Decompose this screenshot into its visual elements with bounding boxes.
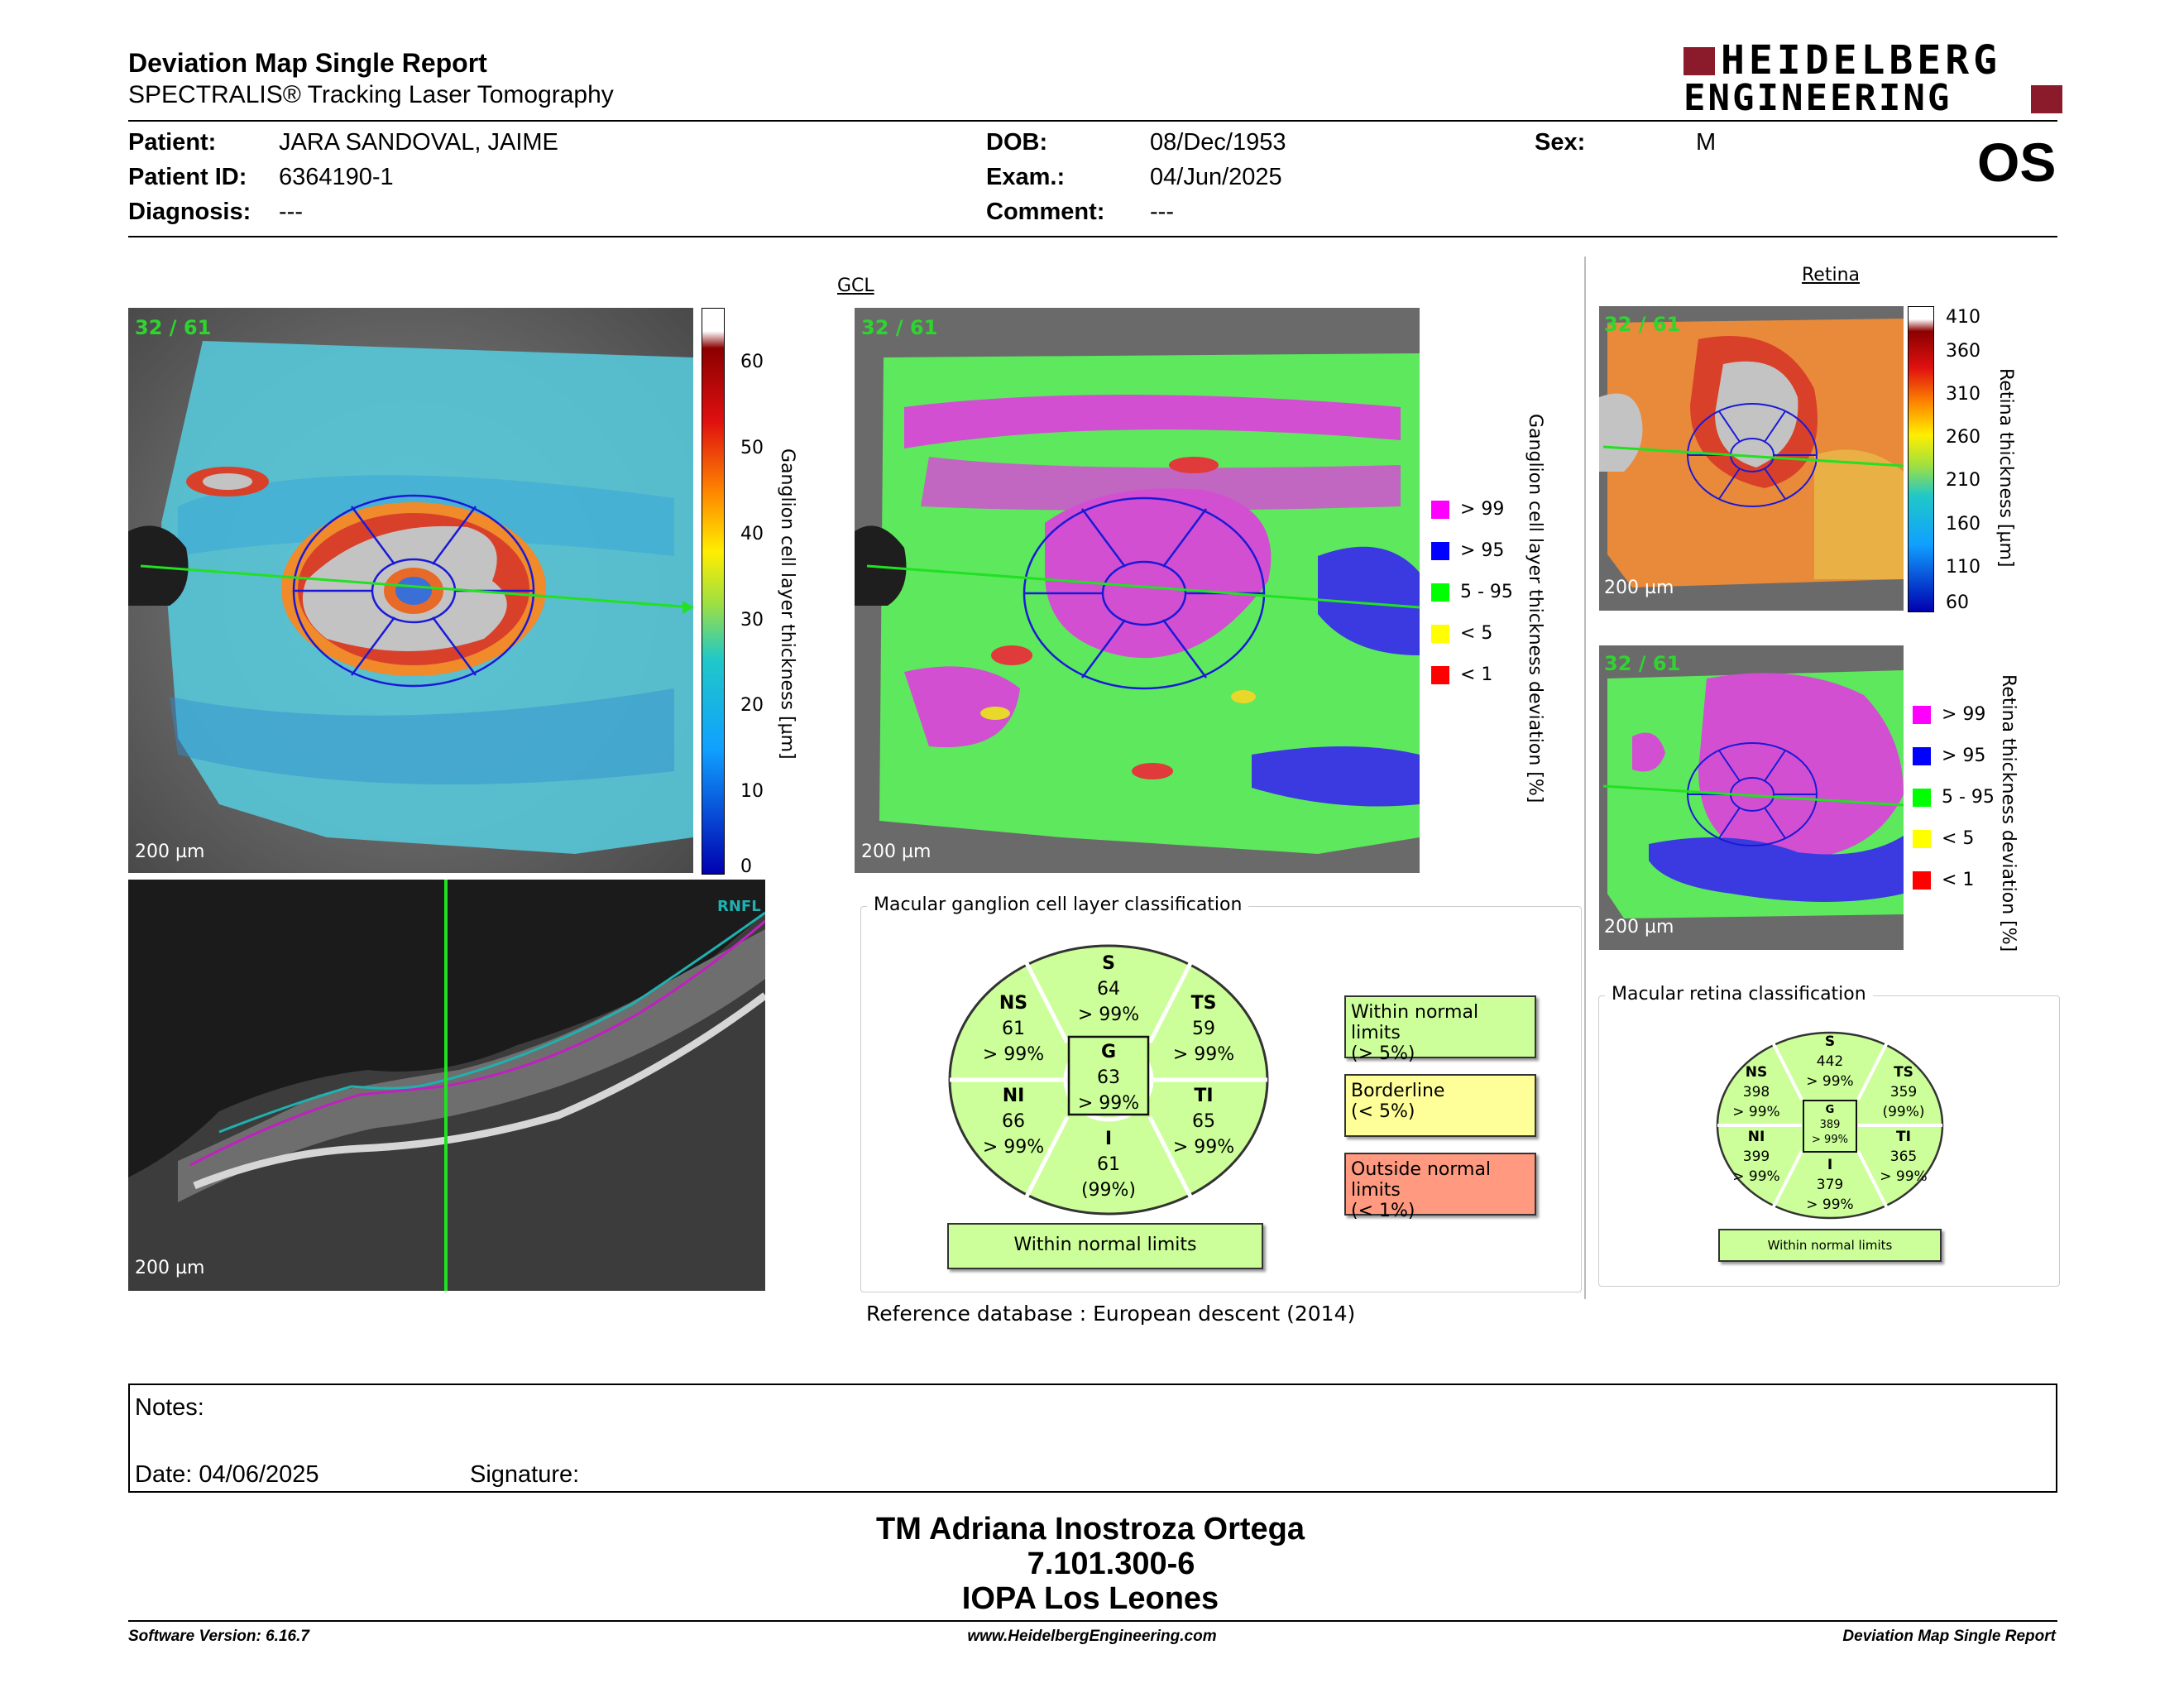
gcl-sector-ti <box>1162 1084 1245 1160</box>
sector-name: NI <box>1002 1086 1025 1106</box>
sex: M <box>1696 129 1717 156</box>
sector-percent: (99%) <box>1080 1179 1137 1201</box>
sector-name: NI <box>1747 1129 1765 1145</box>
patient-rule <box>128 236 2057 237</box>
gcl-sector-s <box>1067 952 1150 1028</box>
sector-value: 389 <box>1819 1119 1841 1132</box>
dob: 08/Dec/1953 <box>1150 129 1286 156</box>
software-version: Software Version: 6.16.7 <box>128 1628 309 1645</box>
exam-label: Exam.: <box>986 164 1066 190</box>
rnfl-layer-label: RNFL <box>717 898 761 915</box>
colorbar-tick: 410 <box>1946 307 1980 328</box>
reference-label: Reference database <box>866 1302 1073 1326</box>
legend-swatch <box>1913 747 1931 765</box>
diagnosis-label: Diagnosis: <box>128 199 251 225</box>
legend-text: (< 5%) <box>1351 1101 1415 1122</box>
legend-text: Within normal limits <box>1351 1002 1479 1043</box>
exam-date: 04/Jun/2025 <box>1150 164 1282 190</box>
sector-name: G <box>1100 1042 1117 1062</box>
gcl-sector-g <box>1069 1040 1148 1116</box>
legend-swatch <box>1431 583 1449 602</box>
retina-thickness-axis-label: Retina thickness [µm] <box>1995 368 2016 568</box>
legend-text: (> 5%) <box>1351 1043 1415 1064</box>
retina-sector-s <box>1797 1033 1863 1091</box>
legend-label: > 95 <box>1942 746 1986 766</box>
sector-name: TS <box>1190 993 1217 1014</box>
sector-percent: > 99% <box>1732 1103 1780 1120</box>
comment: --- <box>1150 199 1174 225</box>
sector-percent: (99%) <box>1882 1103 1925 1120</box>
colorbar-tick: 10 <box>740 781 764 802</box>
sector-value: 65 <box>1192 1110 1215 1132</box>
footer-report-name: Deviation Map Single Report <box>1842 1628 2056 1645</box>
retina-sector-chart <box>1715 1030 1945 1220</box>
gcl-sector-ts <box>1162 991 1245 1067</box>
notes-date: Date: 04/06/2025 <box>135 1461 319 1488</box>
sector-name: S <box>1102 953 1115 974</box>
colorbar-tick: 0 <box>740 856 752 877</box>
colorbar-tick: 260 <box>1946 427 1980 448</box>
colorbar-tick: 210 <box>1946 470 1980 491</box>
legend-label: > 95 <box>1460 540 1505 561</box>
signoff-id: 7.101.300-6 <box>1027 1547 1195 1581</box>
sector-value: 442 <box>1816 1053 1844 1070</box>
legend-swatch <box>1431 542 1449 560</box>
patient-id-label: Patient ID: <box>128 164 247 190</box>
colorbar-tick: 60 <box>740 352 764 372</box>
scale-bar-label: 200 µm <box>1604 917 1674 938</box>
logo-text-line2: ENGINEERING <box>1684 77 1952 119</box>
legend-swatch <box>1431 501 1449 519</box>
scale-bar-label: 200 µm <box>861 842 932 862</box>
legend-text: (< 1%) <box>1351 1201 1415 1221</box>
signoff-block <box>0 1512 2184 1616</box>
legend-swatch <box>1913 871 1931 890</box>
signature-label: Signature: <box>470 1461 580 1488</box>
gcl-deviation-graphic <box>855 308 1420 873</box>
retina-result-box: Within normal limits <box>1718 1229 1942 1262</box>
sector-value: 66 <box>1002 1110 1025 1132</box>
gcl-thickness-colorbar <box>702 308 725 875</box>
gcl-title: GCL <box>837 276 874 296</box>
colorbar-tick: 50 <box>740 438 764 458</box>
retina-thickness-colorbar <box>1908 306 1934 612</box>
legend-text: Outside normal limits <box>1351 1159 1492 1201</box>
scale-bar-label: 200 µm <box>1604 578 1674 598</box>
legend-label: 5 - 95 <box>1460 582 1513 602</box>
sector-name: S <box>1824 1033 1836 1050</box>
retina-sector-i <box>1797 1156 1863 1215</box>
colorbar-tick: 360 <box>1946 341 1980 362</box>
legend-label: > 99 <box>1460 499 1505 520</box>
gcl-deviation-map <box>855 308 1420 873</box>
legend-label: < 1 <box>1942 870 1975 890</box>
gcl-result-box: Within normal limits <box>947 1223 1263 1269</box>
notes-label: Notes: <box>135 1394 204 1421</box>
colorbar-tick: 310 <box>1946 384 1980 405</box>
bscan-position-line <box>444 880 448 1291</box>
colorbar-tick: 160 <box>1946 514 1980 535</box>
sector-percent: > 99% <box>1172 1043 1235 1065</box>
gcl-sector-i <box>1067 1127 1150 1203</box>
frame-counter: 32 / 61 <box>861 316 938 339</box>
legend-label: < 5 <box>1942 828 1975 849</box>
patient-id: 6364190-1 <box>279 164 394 190</box>
logo-text-line1: HEIDELBERG <box>1721 37 2001 84</box>
heidelberg-logo <box>1684 37 2064 120</box>
retina-sector-ts <box>1875 1063 1933 1122</box>
sector-percent: > 99% <box>1806 1072 1854 1090</box>
patient-label: Patient: <box>128 129 217 156</box>
header-rule <box>128 120 2057 122</box>
colorbar-tick: 30 <box>740 610 764 631</box>
sector-name: G <box>1825 1104 1835 1116</box>
patient-name: JARA SANDOVAL, JAIME <box>279 129 558 156</box>
colorbar-tick: 20 <box>740 695 764 716</box>
sector-value: 398 <box>1742 1083 1770 1101</box>
colorbar-tick: 110 <box>1946 557 1980 578</box>
legend-swatch <box>1431 625 1449 643</box>
retina-sector-g <box>1803 1103 1856 1149</box>
gcl-classification-title: Macular ganglion cell layer classification <box>867 894 1248 915</box>
footer-rule <box>128 1620 2057 1622</box>
reference-separator: : <box>1072 1302 1094 1326</box>
retina-classification-title: Macular retina classification <box>1605 984 1873 1005</box>
gcl-thickness-axis-label: Ganglion cell layer thickness [µm] <box>777 448 797 760</box>
colorbar-tick: 40 <box>740 524 764 544</box>
sector-name: TI <box>1896 1129 1911 1145</box>
legend-borderline <box>1344 1074 1536 1137</box>
gcl-deviation-axis-label: Ganglion cell layer thickness deviation [%] <box>1525 414 1545 803</box>
scale-bar-label: 200 µm <box>135 842 205 862</box>
gcl-thickness-map-graphic <box>128 308 693 873</box>
retina-deviation-graphic <box>1599 645 1904 950</box>
gcl-sector-ni <box>972 1084 1055 1160</box>
retina-title: Retina <box>1802 265 1860 285</box>
scale-bar-label: 200 µm <box>135 1258 205 1278</box>
sector-percent: > 99% <box>1880 1168 1928 1185</box>
sector-value: 359 <box>1889 1083 1918 1101</box>
sector-percent: > 99% <box>982 1136 1045 1158</box>
sector-percent: > 99% <box>1806 1196 1854 1213</box>
notes-box <box>128 1383 2057 1493</box>
legend-text: Borderline <box>1351 1081 1445 1101</box>
gcl-sector-ns <box>972 991 1055 1067</box>
sector-percent: > 99% <box>1172 1136 1235 1158</box>
reference-database <box>866 1302 1355 1326</box>
sector-value: 379 <box>1816 1176 1844 1193</box>
dob-label: DOB: <box>986 129 1048 156</box>
colorbar-tick: 60 <box>1946 592 1969 613</box>
column-divider <box>1584 257 1586 1299</box>
logo-block-left <box>1684 47 1715 75</box>
retina-deviation-axis-label: Retina thickness deviation [%] <box>1998 674 2019 952</box>
legend-swatch <box>1913 789 1931 807</box>
legend-swatch <box>1913 706 1931 724</box>
sector-value: 64 <box>1097 978 1120 1000</box>
sector-percent: > 99% <box>982 1043 1045 1065</box>
frame-counter: 32 / 61 <box>135 316 212 339</box>
oct-bscan <box>128 880 765 1291</box>
diagnosis: --- <box>279 199 303 225</box>
legend-label: < 1 <box>1460 664 1493 685</box>
eye-indicator: OS <box>1977 132 2057 193</box>
comment-label: Comment: <box>986 199 1105 225</box>
sector-percent: > 99% <box>1732 1168 1780 1185</box>
frame-counter: 32 / 61 <box>1604 652 1681 675</box>
retina-thickness-map <box>1599 306 1904 611</box>
logo-block-right <box>2031 85 2062 113</box>
legend-swatch <box>1913 830 1931 848</box>
legend-outside-normal <box>1344 1153 1536 1221</box>
website-link[interactable]: www.HeidelbergEngineering.com <box>967 1628 1217 1645</box>
signoff-name: TM Adriana Inostroza Ortega <box>876 1512 1305 1547</box>
reference-value: European descent (2014) <box>1093 1302 1356 1326</box>
legend-label: < 5 <box>1460 623 1493 644</box>
sector-name: NS <box>1745 1064 1768 1081</box>
sector-percent: > 99% <box>1812 1134 1848 1147</box>
sector-name: NS <box>999 993 1028 1014</box>
sector-value: 61 <box>1097 1153 1120 1175</box>
legend-swatch <box>1431 666 1449 684</box>
sector-value: 61 <box>1002 1018 1025 1039</box>
retina-sector-ni <box>1727 1128 1785 1187</box>
sex-label: Sex: <box>1535 129 1586 156</box>
sector-value: 399 <box>1742 1148 1770 1165</box>
retina-sector-ti <box>1875 1128 1933 1187</box>
retina-thickness-graphic <box>1599 306 1904 611</box>
gcl-thickness-map <box>128 308 693 873</box>
legend-label: > 99 <box>1942 704 1986 725</box>
sector-percent: > 99% <box>1077 1004 1140 1025</box>
signoff-institution: IOPA Los Leones <box>961 1581 1219 1616</box>
legend-within-normal <box>1344 995 1536 1064</box>
sector-name: I <box>1827 1157 1833 1173</box>
sector-name: TS <box>1894 1064 1913 1081</box>
sector-value: 59 <box>1192 1018 1215 1039</box>
legend-label: 5 - 95 <box>1942 787 1995 808</box>
report-title: Deviation Map Single Report <box>128 48 487 78</box>
gcl-sector-chart <box>947 943 1270 1216</box>
sector-value: 63 <box>1097 1067 1120 1088</box>
sector-name: I <box>1104 1129 1113 1149</box>
sector-name: TI <box>1194 1086 1214 1106</box>
retina-sector-ns <box>1727 1063 1785 1122</box>
report-subtitle: SPECTRALIS® Tracking Laser Tomography <box>128 81 614 108</box>
retina-deviation-map <box>1599 645 1904 950</box>
sector-percent: > 99% <box>1077 1092 1140 1114</box>
sector-value: 365 <box>1889 1148 1918 1165</box>
frame-counter: 32 / 61 <box>1604 313 1681 336</box>
